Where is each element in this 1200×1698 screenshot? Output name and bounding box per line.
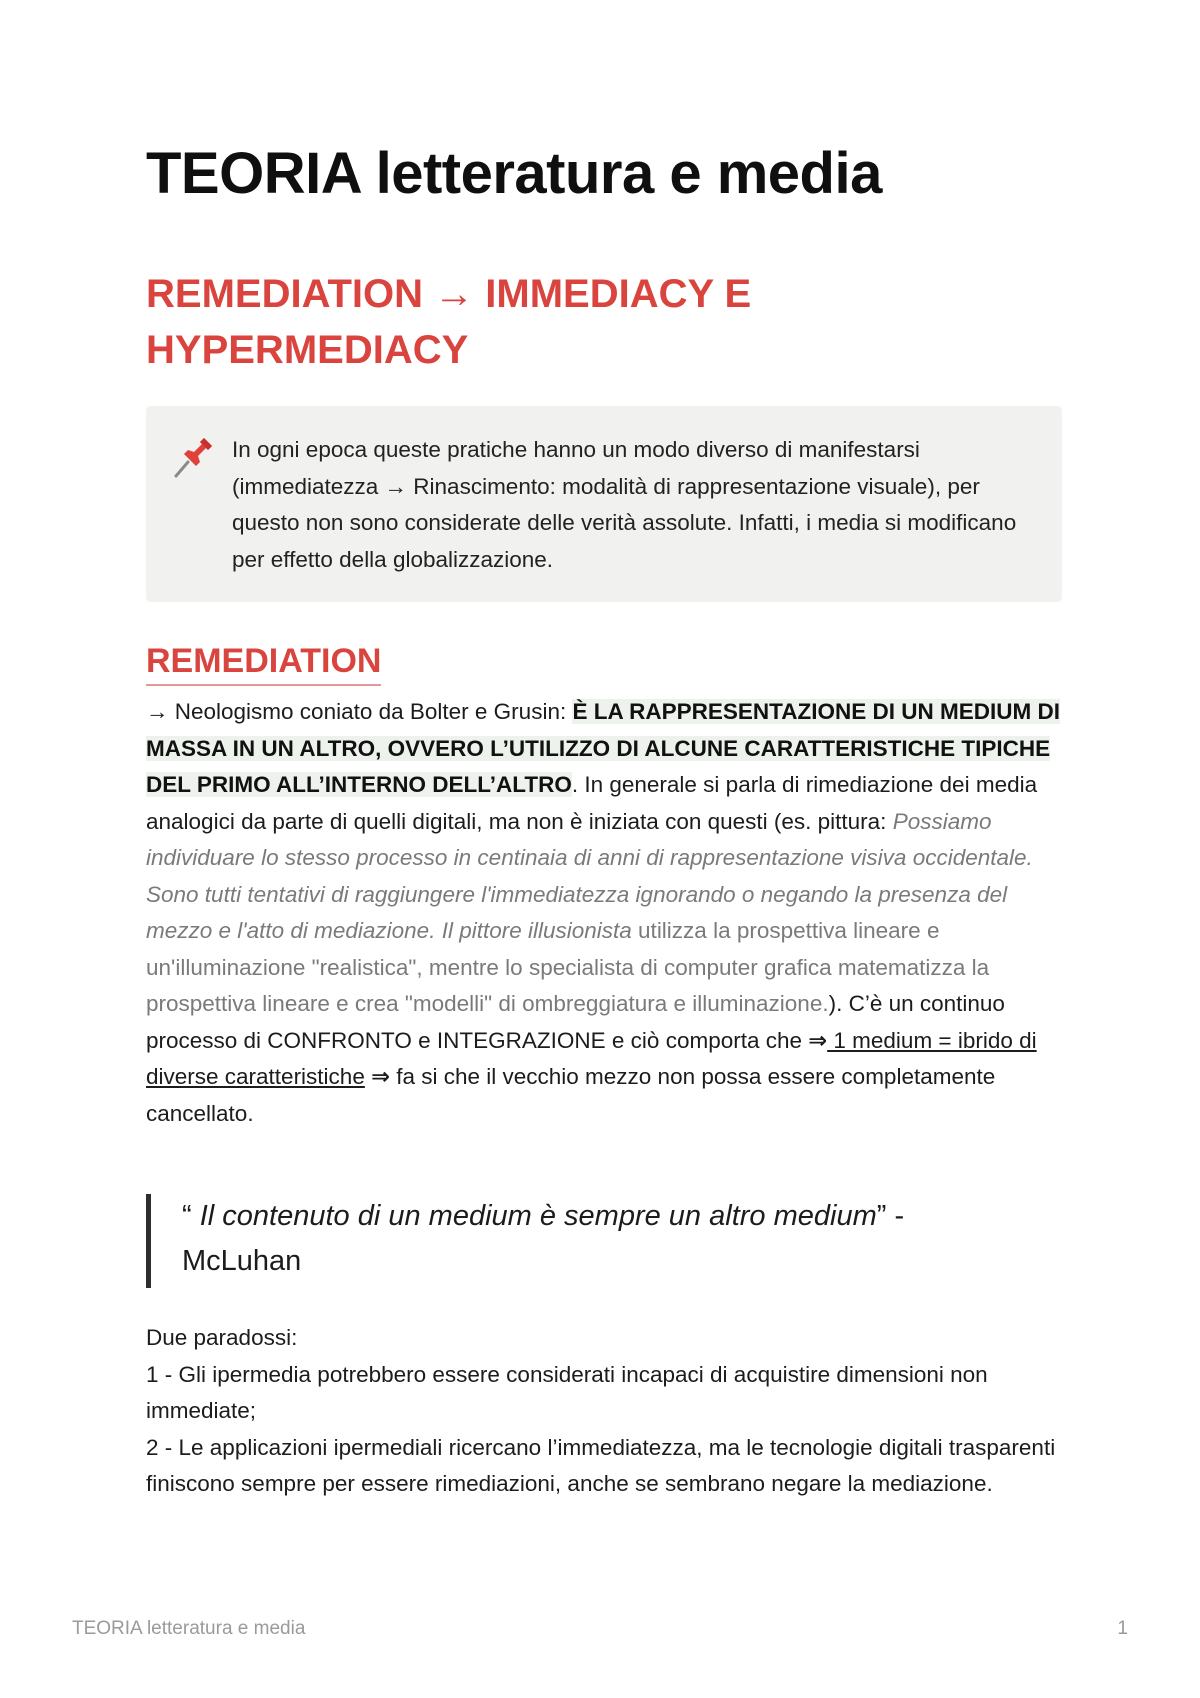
paradox-item-2: 2 - Le applicazioni ipermediali ricercano l’immediatezza, ma le tecnologie digitali trasparenti finiscono sempre per essere rimediazioni, anche se sembrano negare la mediazione. — [146, 1434, 1056, 1496]
quote-bar — [146, 1194, 151, 1288]
page-number: 1 — [1117, 1618, 1128, 1639]
quote-open: “ — [182, 1200, 200, 1232]
quoted-plain-text: utilizza la prospettiva lineare e un'illuminazione "realistica", mentre lo specialista di computer grafica matematizza la prospettiva lineare e crea "modelli" di ombreggiatura e illuminazione. — [146, 918, 990, 1016]
quote-attribution: ” - McLuhan — [182, 1200, 905, 1277]
paragraph-text-continued: ). C’è un continuo processo di CONFRONTO e INTEGRAZIONE e ciò comporta che — [146, 991, 1005, 1053]
section-heading-remediation: REMEDIATION — [146, 638, 381, 686]
section-heading-remediation-immediacy: REMEDIATION → IMMEDIACY E HYPERMEDIACY — [146, 272, 752, 372]
footer-title: TEORIA letteratura e media — [72, 1618, 306, 1639]
implies-arrow-icon: ⇒ — [808, 1027, 828, 1053]
highlighted-definition: È LA RAPPRESENTAZIONE DI UN MEDIUM DI MASSA IN UN ALTRO, OVVERO L’UTILIZZO DI ALCUNE CARATTERISTICHE TIPICHE DEL PRIMO ALL’INTERNO DELL’ALTRO — [146, 699, 1060, 797]
callout-text: In ogni epoca queste pratiche hanno un modo diverso di manifestarsi (immediatezza → Rinascimento: modalità di rappresentazione visuale), per questo non sono considerate delle verità assolute. Infatti, i media si modificano per effetto della globalizzazione. — [232, 437, 1017, 572]
callout-box — [146, 406, 1062, 602]
quoted-italic-text: Possiamo individuare lo stesso processo in centinaia di anni di rappresentazione visiva occidentale. Sono tutti tentativi di raggiungere l'immediatezza ignorando o negando la presenza del mezzo e l'atto di mediazione. Il pittore illusionista — [146, 808, 1033, 943]
paragraph-ending: fa si che il vecchio mezzo non possa essere completamente cancellato. — [146, 1064, 996, 1126]
pushpin-icon — [170, 434, 216, 480]
page-title: TEORIA letteratura e media — [146, 141, 882, 206]
paragraph-intro: → Neologismo coniato da Bolter e Grusin: — [146, 699, 573, 724]
paradox-item-1: 1 - Gli ipermedia potrebbero essere considerati incapaci di acquistire dimensioni non immediate; — [146, 1361, 988, 1423]
paragraph-text: . In generale si parla di rimediazione dei media analogici da parte di quelli digitali, ma non è iniziata con questi (es. pittura: — [146, 772, 1038, 834]
paradoxes-block — [146, 1320, 1062, 1503]
quote-text — [182, 1194, 982, 1284]
page-footer — [72, 1618, 1128, 1648]
implies-arrow-icon: ⇒ — [364, 1064, 390, 1089]
remediation-paragraph — [146, 694, 1062, 1132]
underlined-definition: 1 medium = ibrido di diverse caratteristiche — [146, 1027, 1037, 1089]
paradoxes-intro: Due paradossi: — [146, 1325, 298, 1350]
quote-italic: Il contenuto di un medium è sempre un altro medium — [199, 1200, 877, 1232]
blockquote — [146, 1194, 1046, 1288]
